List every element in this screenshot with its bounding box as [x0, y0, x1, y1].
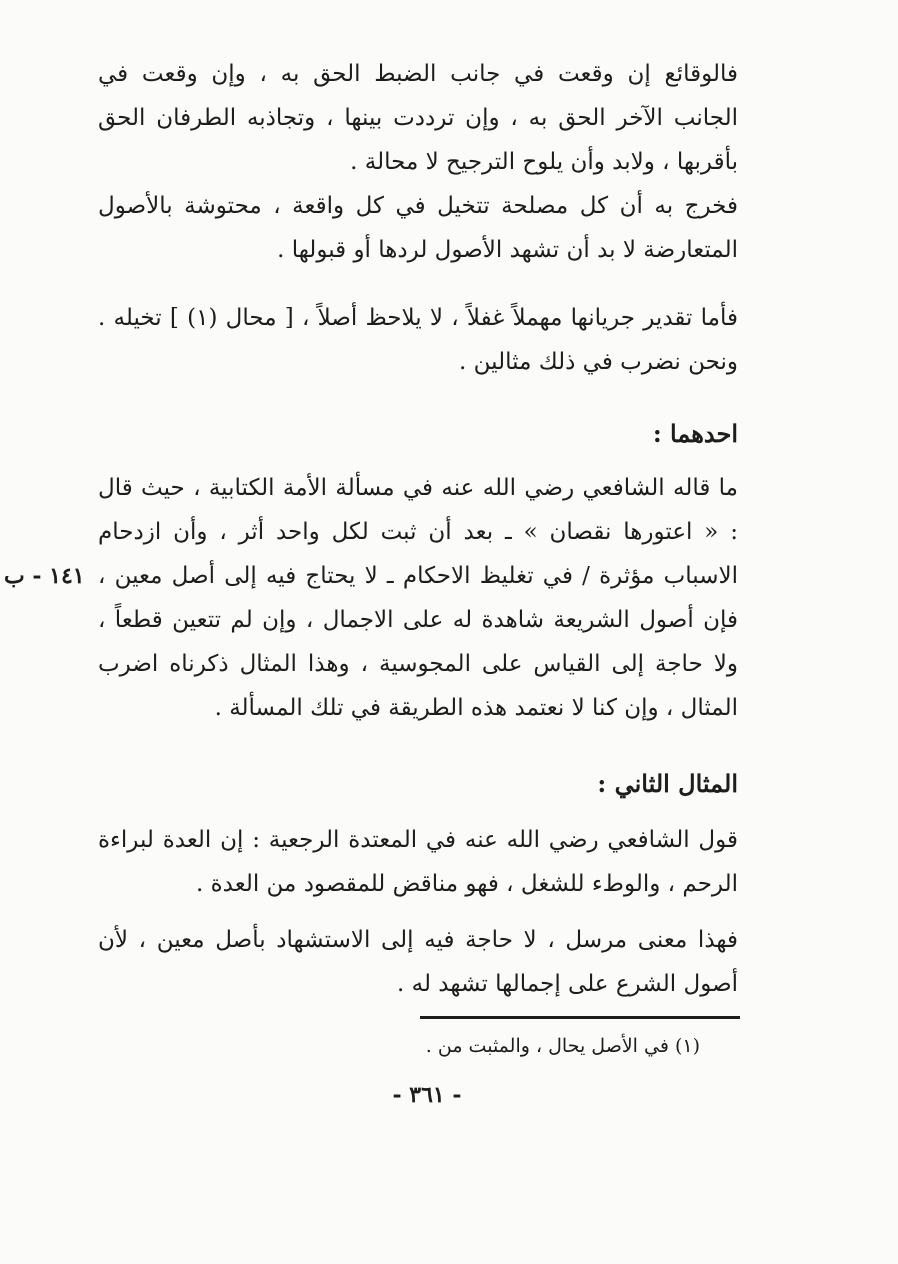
footnote: (١) في الأصل يحال ، والمثبت من .: [425, 1035, 700, 1057]
paragraph-text: فخرج به أن كل مصلحة تتخيل في كل واقعة ، محتوشة بالأصول المتعارضة لا بد أن تشهد الأصول لردها أو قبولها .: [98, 193, 738, 263]
paragraph-1: [98, 52, 738, 184]
paragraph-3: [98, 296, 738, 384]
paragraph-text: فالوقائع إن وقعت في جانب الضبط الحق به ، وإن وقعت في الجانب الآخر الحق به ، وإن ترددت بينها ، وتجاذبه الطرفان الحق بأقربها ، ولابد وأن يلوح الترجيح لا محالة .: [98, 61, 738, 175]
heading-second-example: المثال الثاني :: [597, 769, 738, 798]
paragraph-text: فهذا معنى مرسل ، لا حاجة فيه إلى الاستشهاد بأصل معين ، لأن أصول الشرع على إجمالها تشهد له .: [98, 927, 738, 997]
paragraph-text: ما قاله الشافعي رضي الله عنه في مسألة الأمة الكتابية ، حيث قال : « اعتورها نقصان » ـ بعد أن ثبت لكل واحد أثر ، وأن ازدحام الاسباب مؤثرة / في تغليظ الاحكام ـ لا يحتاج فيه إلى أصل معين ، فإن أصول الشريعة شاهدة له على الاجمال ، وإن لم تتعين قطعاً ، ولا حاجة إلى القياس على المجوسية ، وهذا المثال ذكرناه اضرب المثال ، وإن كنا لا نعتمد هذه الطريقة في تلك المسألة .: [98, 475, 738, 721]
paragraph-6: [98, 918, 738, 1006]
footnote-divider: [420, 1016, 740, 1019]
paragraph-text: فأما تقدير جريانها مهملاً غفلاً ، لا يلاحظ أصلاً ، [ محال (١) ] تخيله . ونحن نضرب في ذلك مثالين .: [98, 305, 738, 375]
paragraph-text: قول الشافعي رضي الله عنه في المعتدة الرجعية : إن العدة لبراءة الرحم ، والوطء للشغل ، فهو مناقض للمقصود من العدة .: [98, 827, 738, 897]
manuscript-folio-note: ١٤١ - ب: [4, 563, 85, 589]
paragraph-5: [98, 818, 738, 906]
paragraph-4: [98, 466, 738, 730]
paragraph-2: [98, 184, 738, 272]
page-number: - ٣٦١ -: [392, 1082, 462, 1108]
heading-first-example: احدهما :: [652, 419, 738, 448]
